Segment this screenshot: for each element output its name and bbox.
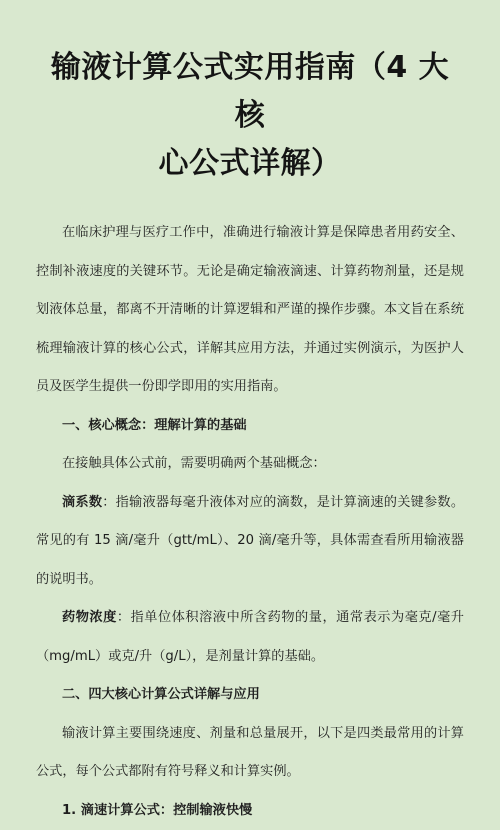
title-line-1: 输液计算公式实用指南（4 大核 bbox=[36, 44, 464, 140]
drop-factor-text: ：指输液器每毫升液体对应的滴数，是计算滴速的关键参数。常见的有 15 滴/毫升（gtt/mL）、20 滴/毫升等，具体需查看所用输液器的说明书。 bbox=[36, 495, 464, 587]
concentration-term: 药物浓度 bbox=[62, 610, 117, 625]
drop-factor-term: 滴系数 bbox=[62, 495, 102, 510]
section-2-heading: 二、四大核心计算公式详解与应用 bbox=[36, 676, 464, 715]
section-1-intro: 在接触具体公式前，需要明确两个基础概念： bbox=[36, 445, 464, 484]
section-2-intro: 输液计算主要围绕速度、剂量和总量展开，以下是四类最常用的计算公式，每个公式都附有符号释义和计算实例。 bbox=[36, 715, 464, 792]
article-body bbox=[36, 214, 464, 830]
title-line-2: 心公式详解） bbox=[36, 140, 464, 188]
concentration-text: ：指单位体积溶液中所含药物的量，通常表示为毫克/毫升（mg/mL）或克/升（g/L），是剂量计算的基础。 bbox=[36, 610, 464, 664]
section-1-heading: 一、核心概念：理解计算的基础 bbox=[36, 407, 464, 446]
drop-factor-paragraph bbox=[36, 484, 464, 600]
page-title bbox=[36, 0, 464, 188]
subsection-1-heading: 1. 滴速计算公式：控制输液快慢 bbox=[36, 792, 464, 830]
intro-paragraph: 在临床护理与医疗工作中，准确进行输液计算是保障患者用药安全、控制补液速度的关键环节。无论是确定输液滴速、计算药物剂量，还是规划液体总量，都离不开清晰的计算逻辑和严谨的操作步骤。本文旨在系统梳理输液计算的核心公式，详解其应用方法，并通过实例演示，为医护人员及医学生提供一份即学即用的实用指南。 bbox=[36, 214, 464, 407]
concentration-paragraph bbox=[36, 599, 464, 676]
